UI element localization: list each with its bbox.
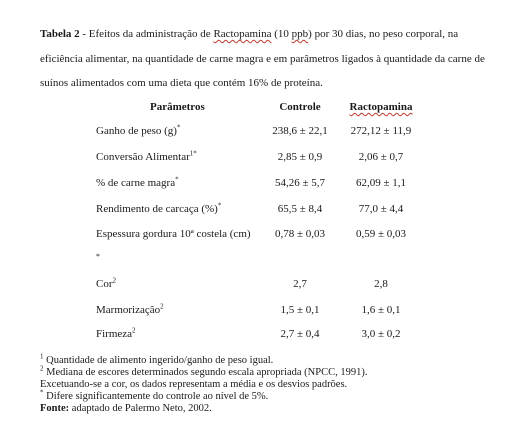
caption-text2: ) por 30 dias, no peso corporal, na eficiência alimentar, na quantidade de carne magra e em parâmetros ligados à quantidade da carne de suínos alimentados com uma dieta que contém 16% de proteína.: [40, 28, 485, 89]
row-controle: 2,7 ± 0,4: [280, 328, 320, 340]
row-controle: 65,5 ± 8,4: [277, 203, 323, 215]
row-ractopamina: 77,0 ± 4,4: [358, 203, 404, 215]
row-param: Cor$^2$: [96, 276, 116, 290]
source-note: Fonte: adaptado de Palermo Neto, 2002.: [40, 403, 212, 414]
row-controle: 54,26 ± 5,7: [274, 177, 326, 189]
caption-sep: - Efeitos da administração de: [79, 28, 214, 40]
table-caption: [40, 22, 490, 96]
row-ractopamina: 1,6 ± 0,1: [361, 304, 401, 316]
row-ractopamina: 2,8: [374, 278, 388, 290]
row-param: Marmorização$^2$: [96, 302, 164, 316]
row-ractopamina: 62,09 ± 1,1: [355, 177, 407, 189]
header-controle: Controle: [279, 101, 321, 113]
footnote: * Difere significantemente do controle ao nível de 5%.: [40, 388, 269, 402]
caption-drug: Ractopamina: [213, 28, 272, 40]
footnote: $^2$ Mediana de escores determinados segundo escala apropriada (NPCC, 1991).: [40, 364, 368, 378]
caption-unit: ppb: [291, 28, 309, 40]
row-controle: 238,6 ± 22,1: [272, 125, 328, 137]
header-parametros: Parâmetros: [150, 101, 205, 113]
row-ractopamina: 3,0 ± 0,2: [361, 328, 401, 340]
row-ractopamina: 272,12 ± 11,9: [350, 125, 412, 137]
row-param: Espessura gordura 10ª costela (cm): [96, 228, 251, 240]
row-controle: 0,78 ± 0,03: [274, 228, 326, 240]
header-ractopamina: Ractopamina: [349, 101, 413, 113]
footnote: Excetuando-se a cor, os dados representam a média e os desvios padrões.: [40, 379, 348, 390]
footnote: $^1$ Quantidade de alimento ingerido/ganho de peso igual.: [40, 352, 274, 366]
row-asterisk: *: [96, 252, 100, 261]
row-ractopamina: 2,06 ± 0,7: [358, 151, 404, 163]
row-param: % de carne magra*: [96, 175, 179, 189]
row-param: Firmeza$^2$: [96, 326, 136, 340]
row-ractopamina: 0,59 ± 0,03: [355, 228, 407, 240]
row-param: Rendimento de carcaça (%)*: [96, 201, 222, 215]
caption-text1: (10: [271, 28, 292, 40]
row-param: Conversão Alimentar$^{1*}$: [96, 149, 197, 163]
table-label: Tabela 2: [40, 28, 80, 40]
row-controle: 1,5 ± 0,1: [280, 304, 320, 316]
row-controle: 2,7: [293, 278, 307, 290]
row-param: Ganho de peso (g)*: [96, 123, 181, 137]
row-controle: 2,85 ± 0,9: [277, 151, 323, 163]
